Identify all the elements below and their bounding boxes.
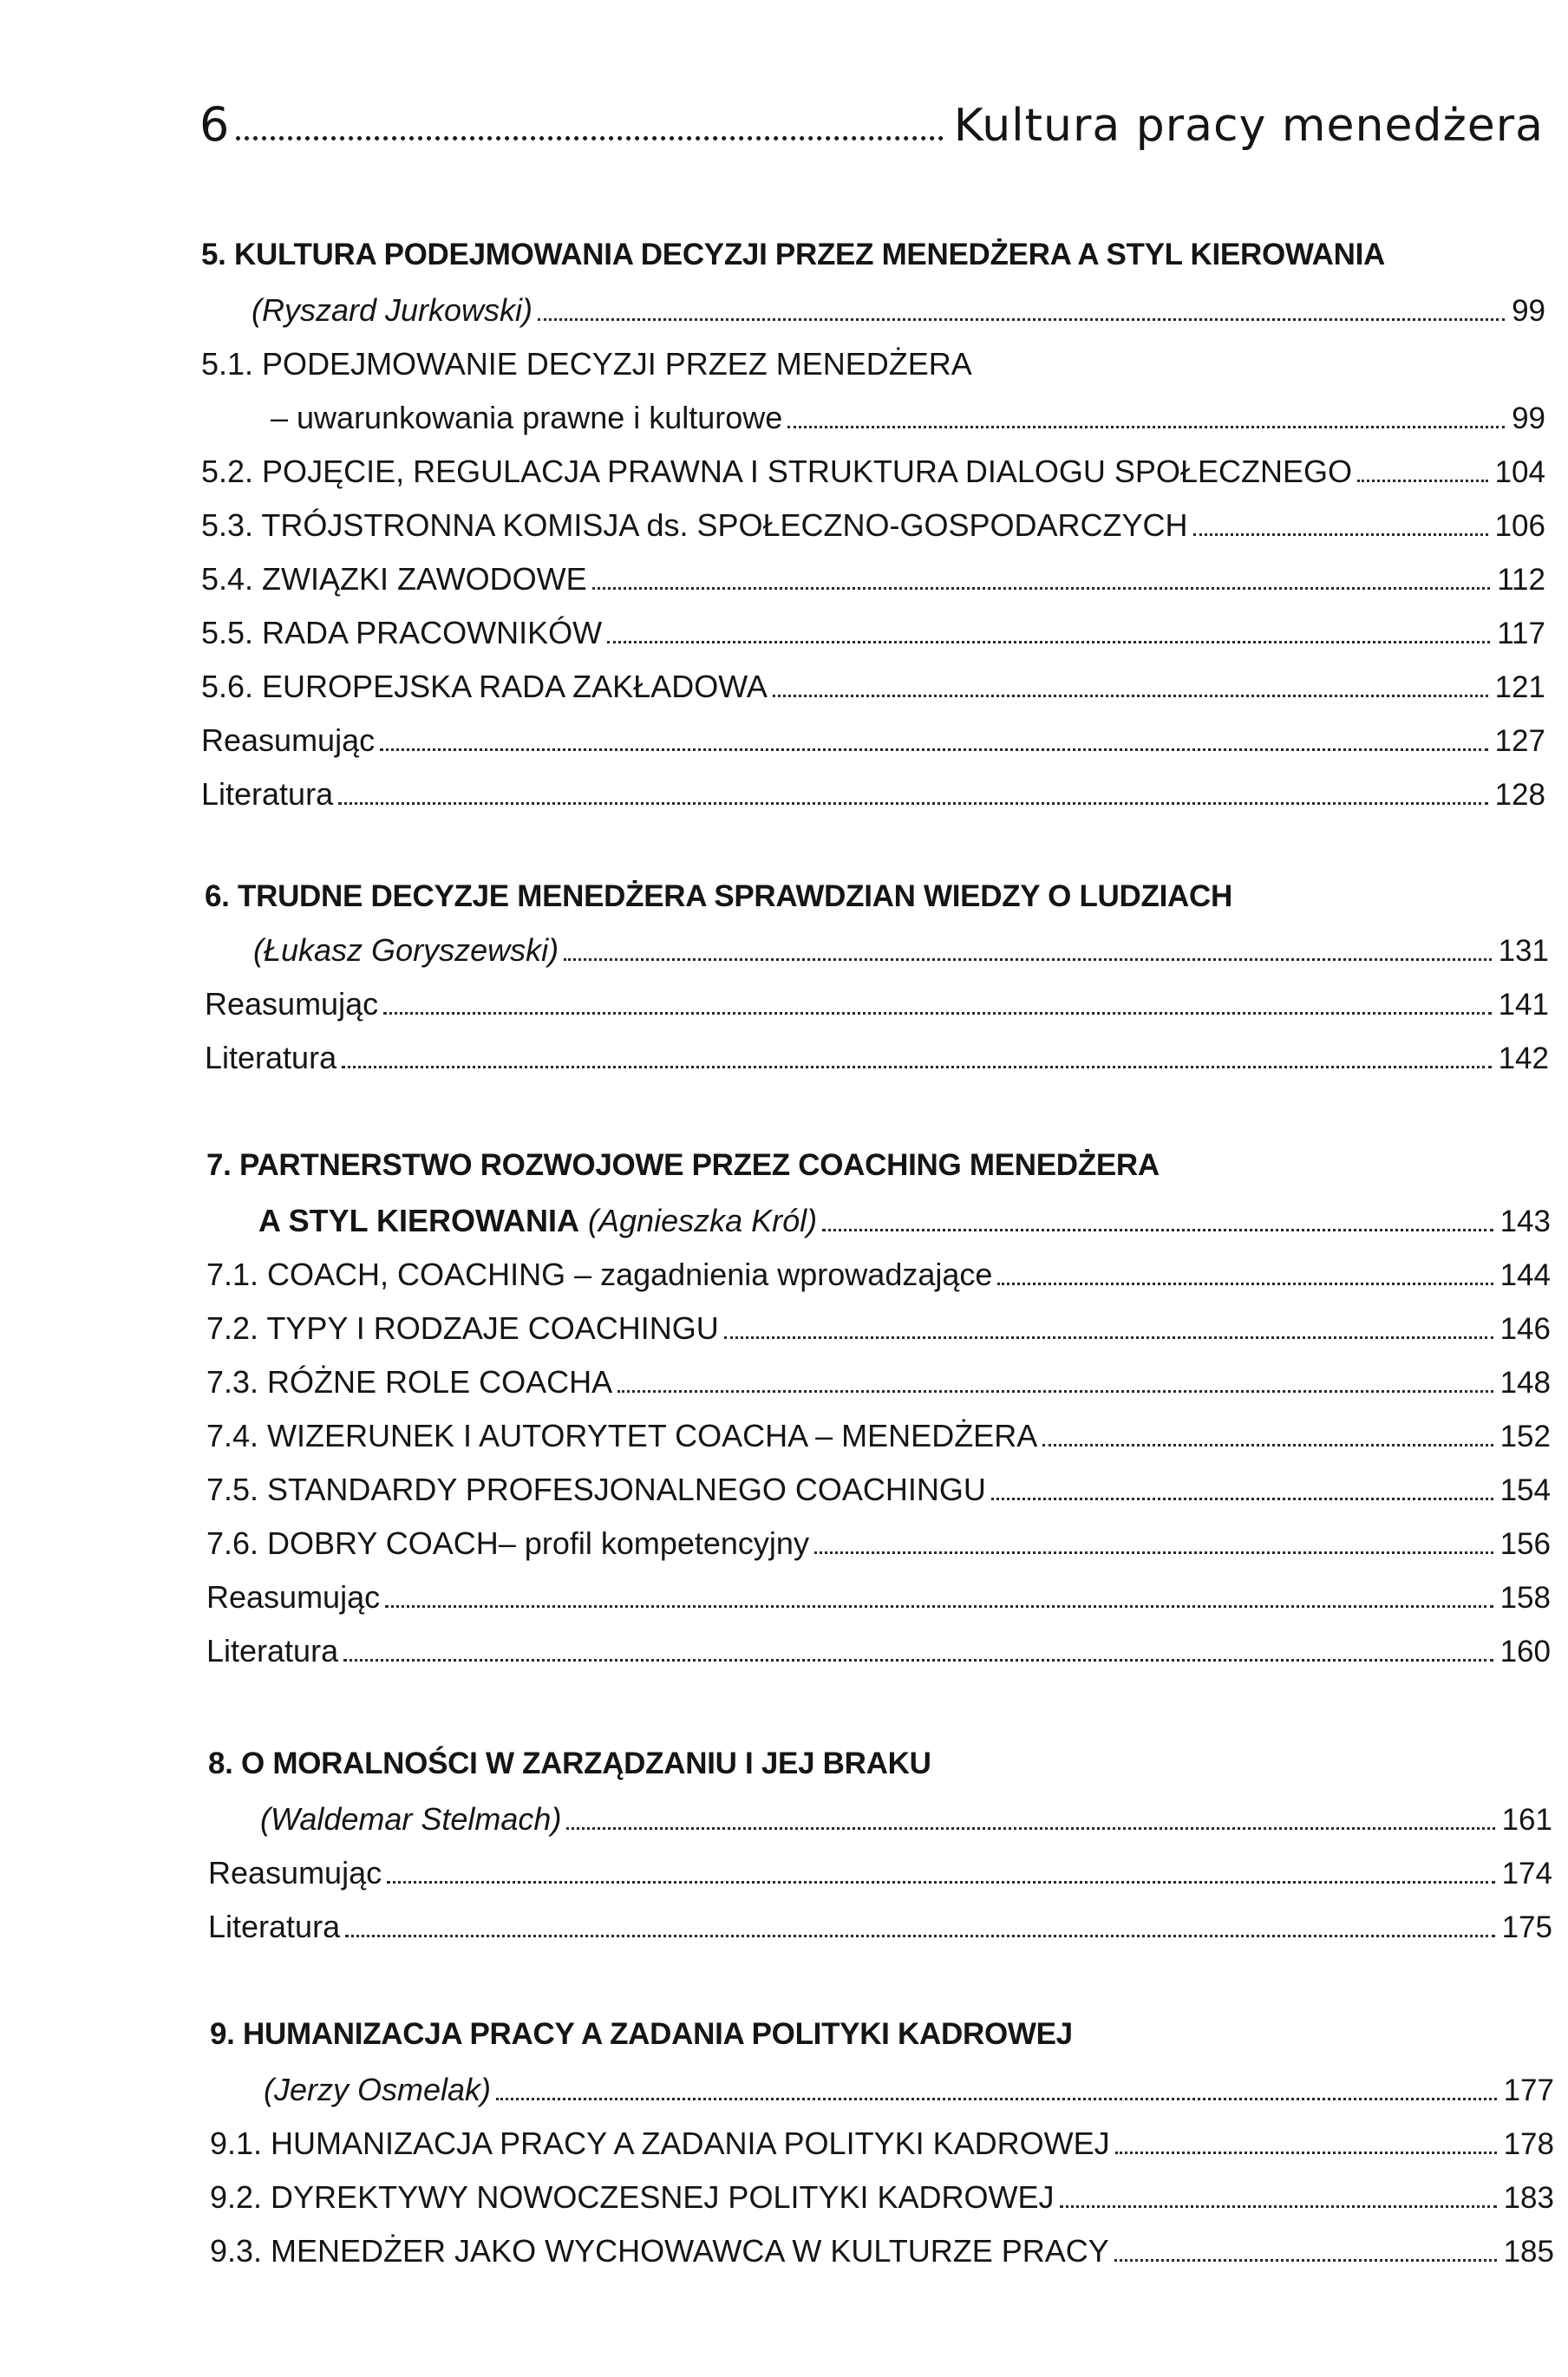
leader-dots — [997, 1283, 1493, 1285]
leader-dots — [496, 2098, 1497, 2100]
page-number: 178 — [1503, 2127, 1554, 2161]
toc-entry — [210, 2178, 1554, 2217]
entry-title: 7.5. STANDARDY PROFESJONALNEGO COACHINGU — [206, 1472, 986, 1507]
page-number: 146 — [1499, 1312, 1551, 1346]
page-number: 106 — [1494, 509, 1545, 543]
page-number: 128 — [1494, 778, 1545, 812]
entry-title: 7.1. COACH, COACHING – zagadnienia wprowadzające — [206, 1257, 993, 1292]
toc-entry — [206, 1256, 1551, 1295]
page-number: 144 — [1499, 1258, 1551, 1292]
toc-entry — [201, 560, 1545, 599]
toc-entry — [201, 453, 1545, 492]
chapter-7-author: (Agnieszka Król) — [588, 1203, 818, 1238]
running-header — [199, 97, 1544, 152]
leader-dots — [822, 1229, 1493, 1231]
leader-dots — [385, 1605, 1493, 1608]
page-number: 175 — [1501, 1910, 1552, 1944]
toc-entry — [206, 1471, 1551, 1510]
page-number: 141 — [1498, 988, 1549, 1022]
page-number: 160 — [1499, 1635, 1551, 1668]
toc-entry — [271, 399, 1545, 438]
entry-title: 9.1. HUMANIZACJA PRACY A ZADANIA POLITYKI KADROWEJ — [210, 2126, 1110, 2161]
leader-dots — [343, 1659, 1493, 1662]
page-number: 156 — [1499, 1527, 1551, 1561]
toc-entry — [210, 2232, 1554, 2271]
page-number: 154 — [1499, 1473, 1551, 1507]
entry-title: A STYL KIEROWANIA — [258, 1203, 580, 1238]
toc-entry — [205, 985, 1549, 1024]
leader-dots — [607, 641, 1490, 643]
toc-entry — [201, 668, 1545, 707]
toc-entry — [260, 1800, 1552, 1839]
chapter-6-title: 6. TRUDNE DECYZJE MENEDŻERA SPRAWDZIAN WIEDZY O LUDZIACH — [205, 879, 1232, 913]
entry-title: 5.1. PODEJMOWANIE DECYZJI PRZEZ MENEDŻERA — [201, 346, 972, 382]
entry-title: Reasumując — [201, 722, 376, 758]
toc-entry — [208, 1854, 1552, 1893]
leader-dots — [724, 1336, 1493, 1339]
toc-entry — [205, 1039, 1549, 1078]
page-number: 183 — [1503, 2181, 1554, 2215]
toc-entry — [206, 1417, 1551, 1456]
entry-title: 7.6. DOBRY COACH– profil kompetencyjny — [206, 1525, 809, 1561]
leader-dots — [991, 1498, 1493, 1500]
toc-entry — [201, 506, 1545, 545]
toc-entry — [252, 291, 1545, 330]
toc-entry — [253, 931, 1549, 970]
leader-dots — [814, 1551, 1493, 1554]
toc-entry — [210, 2125, 1554, 2164]
leader-dots — [787, 426, 1505, 428]
leader-dots — [1193, 533, 1488, 536]
entry-title: Reasumując — [206, 1579, 381, 1615]
toc-entry — [208, 1908, 1552, 1947]
page-number: 104 — [1494, 455, 1545, 489]
page-number: 142 — [1498, 1042, 1549, 1075]
entry-title: Literatura — [201, 776, 334, 812]
entry-title: – uwarunkowania prawne i kulturowe — [271, 400, 783, 435]
leader-dots — [1357, 480, 1488, 482]
page-number: 121 — [1494, 670, 1545, 704]
toc-entry — [206, 1363, 1551, 1402]
toc-entry — [206, 1309, 1551, 1348]
leader-dots — [1042, 1444, 1493, 1446]
chapter-5-author: (Ryszard Jurkowski) — [252, 292, 533, 328]
page-number: 177 — [1503, 2073, 1554, 2107]
leader-dots — [383, 1012, 1492, 1015]
entry-title: 5.6. EUROPEJSKA RADA ZAKŁADOWA — [201, 669, 768, 704]
chapter-6-author: (Łukasz Goryszewski) — [253, 932, 559, 968]
header-leader-dots — [236, 136, 943, 140]
toc-entry — [206, 1525, 1551, 1564]
entry-title: 5.4. ZWIĄZKI ZAWODOWE — [201, 561, 587, 597]
leader-dots — [387, 1881, 1495, 1884]
toc-entry — [201, 614, 1545, 653]
leader-dots — [617, 1390, 1493, 1393]
leader-dots — [1114, 2259, 1497, 2262]
leader-dots — [1115, 2152, 1497, 2154]
entry-title: Literatura — [205, 1040, 337, 1075]
entry-title: 9.3. MENEDŻER JAKO WYCHOWAWCA W KULTURZE PRACY — [210, 2233, 1109, 2269]
leader-dots — [538, 318, 1505, 321]
chapter-9-author: (Jerzy Osmelak) — [264, 2072, 492, 2107]
page-number: 131 — [1498, 934, 1549, 968]
toc-entry — [258, 1202, 1551, 1241]
chapter-8-author: (Waldemar Stelmach) — [260, 1801, 562, 1837]
toc-entry — [206, 1632, 1551, 1671]
leader-dots — [342, 1066, 1492, 1068]
page-number: 148 — [1499, 1366, 1551, 1400]
leader-dots — [380, 748, 1488, 751]
chapter-9-title: 9. HUMANIZACJA PRACY A ZADANIA POLITYKI KADROWEJ — [210, 2017, 1073, 2051]
entry-title: Reasumując — [208, 1855, 382, 1890]
entry-title: 9.2. DYREKTYWY NOWOCZESNEJ POLITYKI KADROWEJ — [210, 2179, 1055, 2215]
leader-dots — [592, 587, 1491, 590]
toc-entry — [264, 2071, 1554, 2110]
entry-title: 5.2. POJĘCIE, REGULACJA PRAWNA I STRUKTURA DIALOGU SPOŁECZNEGO — [201, 454, 1352, 489]
header-page-number: 6 — [199, 97, 230, 152]
entry-title: 5.3. TRÓJSTRONNA KOMISJA ds. SPOŁECZNO-GOSPODARCZYCH — [201, 507, 1188, 543]
toc-entry — [201, 775, 1545, 814]
toc-entry — [201, 345, 1545, 383]
page-number: 117 — [1497, 617, 1545, 650]
leader-dots — [1060, 2205, 1497, 2208]
chapter-8-title: 8. O MORALNOŚCI W ZARZĄDZANIU I JEJ BRAKU — [208, 1747, 931, 1780]
page-number: 161 — [1501, 1803, 1552, 1837]
chapter-5-title: 5. KULTURA PODEJMOWANIA DECYZJI PRZEZ MENEDŻERA A STYL KIEROWANIA — [201, 238, 1386, 271]
entry-title: 5.5. RADA PRACOWNIKÓW — [201, 615, 603, 650]
leader-dots — [564, 958, 1492, 961]
header-book-title: Kultura pracy menedżera — [953, 100, 1544, 152]
page-number: 185 — [1503, 2235, 1554, 2269]
page-number: 174 — [1501, 1857, 1552, 1890]
entry-title: 7.2. TYPY I RODZAJE COACHINGU — [206, 1310, 719, 1346]
page-number: 143 — [1499, 1205, 1551, 1238]
leader-dots — [566, 1827, 1494, 1830]
entry-title: Literatura — [208, 1909, 341, 1944]
entry-title: Reasumując — [205, 986, 379, 1022]
page-number: 112 — [1497, 563, 1545, 597]
page-number: 99 — [1512, 294, 1545, 328]
entry-title: Literatura — [206, 1633, 339, 1668]
leader-dots — [338, 802, 1488, 805]
leader-dots — [345, 1935, 1495, 1937]
page-number: 127 — [1494, 724, 1545, 758]
toc-entry — [201, 722, 1545, 761]
toc-entry — [206, 1578, 1551, 1617]
page-number: 152 — [1499, 1420, 1551, 1453]
page-number: 99 — [1512, 402, 1545, 435]
entry-title: 7.4. WIZERUNEK I AUTORYTET COACHA – MENEDŻERA — [206, 1418, 1038, 1453]
leader-dots — [773, 695, 1488, 697]
chapter-7-title: 7. PARTNERSTWO ROZWOJOWE PRZEZ COACHING MENEDŻERA — [206, 1148, 1160, 1182]
page-number: 158 — [1499, 1581, 1551, 1615]
entry-title: 7.3. RÓŻNE ROLE COACHA — [206, 1364, 613, 1400]
